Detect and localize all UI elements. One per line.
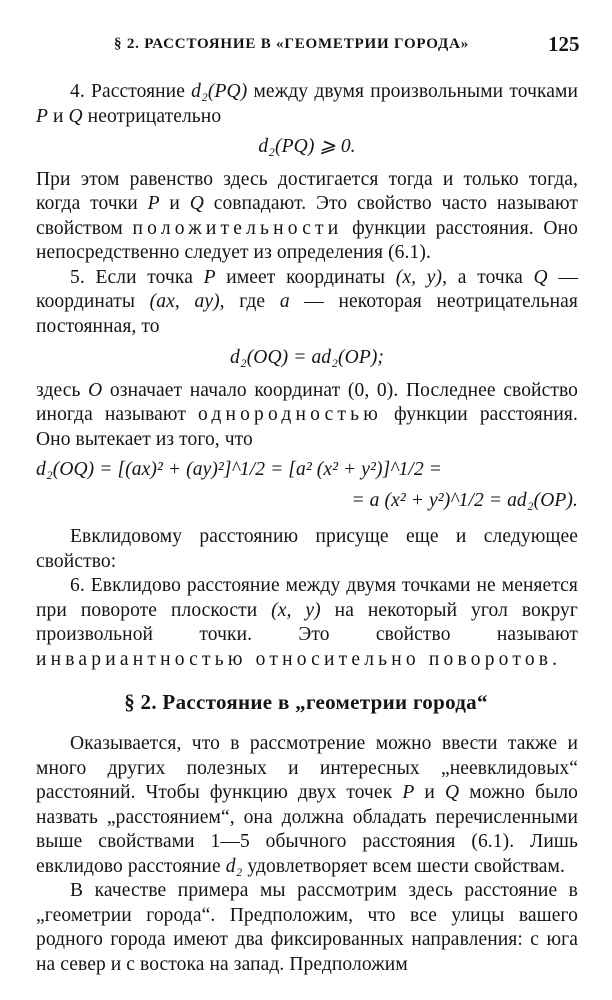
point-o: O <box>88 379 103 401</box>
running-head <box>0 30 612 60</box>
text-block-city-geometry <box>36 732 578 977</box>
emphasis-invariance: инвариантностью относительно поворотов. <box>36 648 562 670</box>
text-block-properties <box>36 80 578 672</box>
paragraph-city-example: В качестве примера мы рассмотрим здесь расстояние в „геометрии города“. Предположим, что все улицы вашего родного города имеют два фиксированных направления: с юга на север и с востока на запад. Предположим <box>36 880 578 975</box>
property-6: 6. Евклидово расстояние между двумя точками не меняется при повороте плоскости (x, y) на некоторый угол вокруг произвольной точки. Это свойство называют инвариантностью относительно поворотов. <box>36 575 578 670</box>
point-q: Q <box>68 105 83 127</box>
math-d2: d₂ <box>225 855 243 877</box>
page-number: 125 <box>548 32 580 56</box>
math-d2pq: d₂(PQ) <box>191 81 248 102</box>
formula-nonnegativity: d₂(PQ) ⩾ 0. <box>258 136 356 157</box>
formula-homogeneity: d₂(OQ) = ad₂(OP); <box>229 347 385 368</box>
formula-derivation-line1: d₂(OQ) = [(ax)² + (ay)²]^1/2 = [a² (x² + y²)]^1/2 = <box>36 459 443 480</box>
section-heading: § 2. Расстояние в „геометрии города“ <box>124 690 488 714</box>
paragraph-homogeneity: здесь O означает начало координат (0, 0). Последнее свойство иногда называют однородностью функции расстояния. Оно вытекает из того, что <box>36 379 578 450</box>
var-a: a <box>279 291 290 312</box>
property-5: 5. Если точка P имеет координаты (x, y), а точка Q — координаты (ax, ay), где a — некоторая неотрицательная постоянная, то <box>36 266 578 337</box>
property-4: 4. Расстояние d₂(PQ) между двумя произвольными точками P и Q неотрицательно <box>36 81 578 127</box>
emphasis-positivity: положительности <box>132 217 343 239</box>
formula-derivation-line2: = a (x² + y²)^1/2 = ad₂(OP). <box>351 489 578 511</box>
paragraph-euclid-extra: Евклидовому расстоянию присуще еще и следующее свойство: <box>36 526 578 572</box>
running-title: § 2. РАССТОЯНИЕ В «ГЕОМЕТРИИ ГОРОДА» <box>114 36 470 52</box>
paragraph-positivity: При этом равенство здесь достигается тогда и только тогда, когда точки P и Q совпадают. Это свойство часто называют свойством положительности функции расстояния. Оно непосредственно следует из определения (6.1). <box>36 168 579 263</box>
point-p: P <box>36 105 49 127</box>
paragraph-non-euclidean: Оказывается, что в рассмотрение можно ввести также и много других полезных и интересных „неевклидовых“ расстояний. Чтобы функцию двух точек P и Q можно было назвать „расстоянием“, она должна обладать перечисленными выше свойствами 1—5 обычного расстояния (6.1). Лишь евклидово расстояние d₂ удовлетворяет всем шести свойствам. <box>36 733 578 877</box>
emphasis-homogeneity: однородностью <box>197 404 383 425</box>
coords-axay: (ax, ay) <box>149 291 220 312</box>
coords-xy: (x, y) <box>395 266 443 288</box>
